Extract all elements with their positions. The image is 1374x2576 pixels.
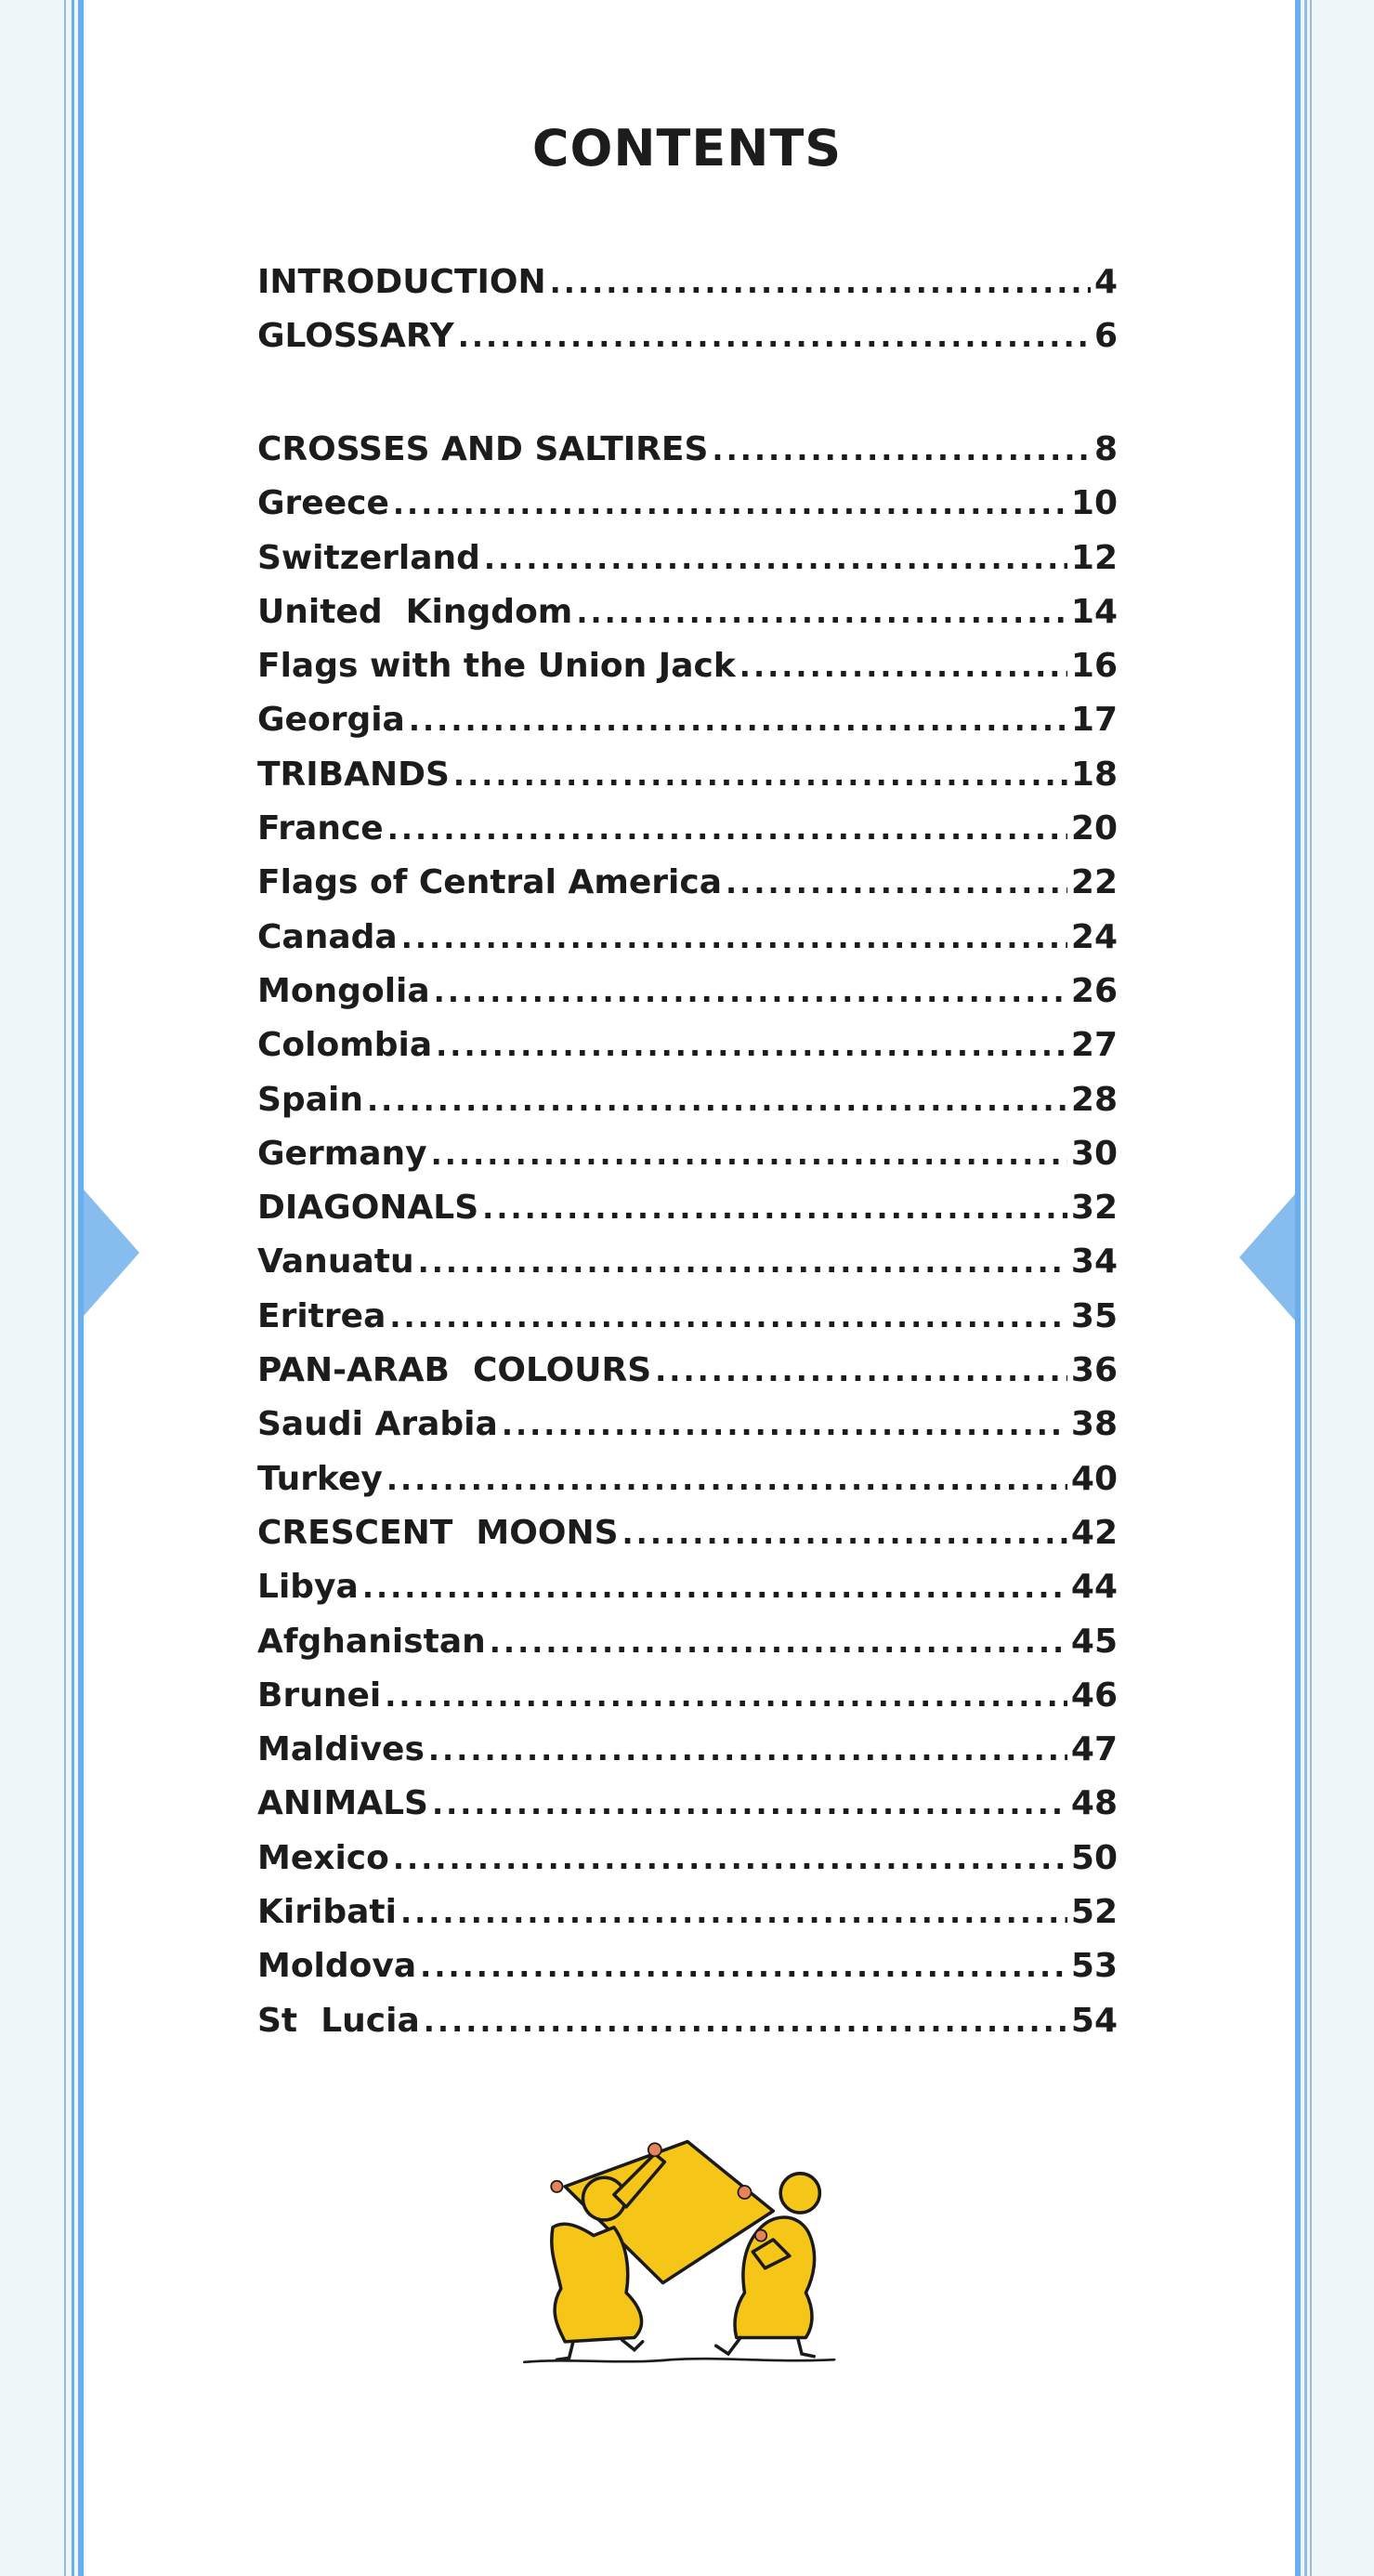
toc-entry[interactable] bbox=[257, 1947, 1118, 2001]
toc-entry-label: Switzerland bbox=[257, 538, 480, 577]
toc-entry-page: 48 bbox=[1070, 1784, 1118, 1823]
toc-entry-label: Germany bbox=[257, 1134, 427, 1173]
toc-entry-page: 38 bbox=[1070, 1405, 1118, 1444]
dot-leader bbox=[418, 1244, 1067, 1280]
toc-entry[interactable] bbox=[257, 1460, 1118, 1514]
dot-leader bbox=[712, 432, 1091, 467]
toc-entry[interactable] bbox=[257, 1676, 1118, 1730]
toc-entry[interactable] bbox=[257, 1297, 1118, 1351]
toc-main-list bbox=[257, 430, 1118, 2056]
toc-entry-page: 50 bbox=[1070, 1838, 1118, 1877]
toc-entry-page: 40 bbox=[1070, 1459, 1118, 1498]
toc-entry-label: Turkey bbox=[257, 1459, 383, 1498]
toc-entry-label: Colombia bbox=[257, 1026, 433, 1065]
toc-entry[interactable] bbox=[257, 1893, 1118, 1947]
toc-entry-page: 14 bbox=[1070, 592, 1118, 631]
dot-leader bbox=[385, 1678, 1067, 1714]
toc-entry-label: INTRODUCTION bbox=[257, 263, 546, 301]
toc-entry-label: Brunei bbox=[257, 1676, 382, 1715]
dot-leader bbox=[362, 1570, 1067, 1605]
toc-entry-label: Moldova bbox=[257, 1947, 417, 1986]
dot-leader bbox=[482, 1190, 1067, 1226]
dot-leader bbox=[436, 1028, 1067, 1063]
toc-entry-page: 46 bbox=[1070, 1676, 1118, 1715]
toc-entry-page: 34 bbox=[1070, 1242, 1118, 1281]
toc-entry-page: 28 bbox=[1070, 1080, 1118, 1119]
toc-entry[interactable] bbox=[257, 1189, 1118, 1242]
toc-entry-page: 52 bbox=[1070, 1893, 1118, 1932]
dot-leader bbox=[367, 1083, 1067, 1118]
toc-entry-label: Afghanistan bbox=[257, 1622, 486, 1661]
dot-leader bbox=[432, 1786, 1067, 1821]
toc-entry[interactable] bbox=[257, 317, 1118, 371]
dot-leader bbox=[434, 974, 1067, 1009]
left-margin bbox=[0, 0, 59, 2576]
toc-entry-page: 10 bbox=[1070, 484, 1118, 523]
toc-entry[interactable] bbox=[257, 430, 1118, 484]
toc-entry-label: TRIBANDS bbox=[257, 755, 450, 794]
toc-entry-page: 17 bbox=[1070, 701, 1118, 740]
toc-entry-label: Mexico bbox=[257, 1838, 389, 1877]
toc-entry[interactable] bbox=[257, 484, 1118, 538]
toc-entry-label: CRESCENT MOONS bbox=[257, 1513, 619, 1552]
toc-entry-page: 54 bbox=[1070, 2001, 1118, 2040]
toc-front-matter bbox=[257, 263, 1118, 372]
left-border-rule bbox=[64, 0, 66, 2576]
toc-entry[interactable] bbox=[257, 1405, 1118, 1459]
right-border-rule bbox=[1304, 0, 1307, 2576]
toc-entry-label: United Kingdom bbox=[257, 592, 573, 631]
dot-leader bbox=[389, 1299, 1067, 1334]
right-border-rule bbox=[1310, 0, 1312, 2576]
toc-entry-page: 12 bbox=[1070, 538, 1118, 577]
toc-entry-page: 47 bbox=[1070, 1730, 1118, 1769]
left-tab-marker-icon bbox=[84, 1189, 139, 1316]
toc-entry-page: 53 bbox=[1070, 1947, 1118, 1986]
toc-entry-label: Spain bbox=[257, 1080, 363, 1119]
toc-entry-label: Eritrea bbox=[257, 1296, 386, 1335]
dot-leader bbox=[424, 2004, 1067, 2039]
toc-entry[interactable] bbox=[257, 593, 1118, 647]
dot-leader bbox=[409, 703, 1067, 738]
toc-entry[interactable] bbox=[257, 263, 1118, 317]
toc-entry[interactable] bbox=[257, 1135, 1118, 1189]
toc-entry-page: 6 bbox=[1093, 317, 1118, 356]
toc-entry-page: 24 bbox=[1070, 917, 1118, 956]
toc-entry-page: 20 bbox=[1070, 809, 1118, 848]
toc-entry-label: Maldives bbox=[257, 1730, 425, 1769]
toc-entry-label: Mongolia bbox=[257, 971, 430, 1010]
dot-leader bbox=[428, 1732, 1067, 1768]
dot-leader bbox=[502, 1407, 1067, 1442]
toc-entry-page: 42 bbox=[1070, 1513, 1118, 1552]
toc-entry[interactable] bbox=[257, 809, 1118, 863]
toc-entry[interactable] bbox=[257, 539, 1118, 593]
right-border-rule bbox=[1295, 0, 1301, 2576]
toc-entry-label: PAN-ARAB COLOURS bbox=[257, 1351, 652, 1390]
toc-entry-label: Saudi Arabia bbox=[257, 1405, 498, 1444]
dot-leader bbox=[484, 541, 1067, 576]
toc-entry-page: 16 bbox=[1070, 647, 1118, 686]
toc-entry[interactable] bbox=[257, 1730, 1118, 1784]
toc-entry-page: 4 bbox=[1093, 263, 1118, 301]
toc-entry[interactable] bbox=[257, 2002, 1118, 2056]
toc-entry-label: Kiribati bbox=[257, 1893, 397, 1932]
toc-entry-page: 44 bbox=[1070, 1568, 1118, 1607]
toc-entry-page: 32 bbox=[1070, 1189, 1118, 1228]
toc-entry[interactable] bbox=[257, 972, 1118, 1026]
toc-entry[interactable] bbox=[257, 1568, 1118, 1622]
toc-entry-page: 36 bbox=[1070, 1351, 1118, 1390]
toc-entry-label: Libya bbox=[257, 1568, 359, 1607]
dot-leader bbox=[622, 1516, 1067, 1551]
toc-entry[interactable] bbox=[257, 863, 1118, 917]
right-tab-marker-icon bbox=[1239, 1194, 1295, 1321]
toc-entry[interactable] bbox=[257, 1784, 1118, 1838]
dot-leader bbox=[739, 649, 1067, 684]
toc-entry-label: CROSSES AND SALTIRES bbox=[257, 430, 709, 468]
toc-entry-label: France bbox=[257, 809, 384, 848]
toc-entry[interactable] bbox=[257, 1081, 1118, 1135]
dot-leader bbox=[490, 1624, 1067, 1660]
dot-leader bbox=[420, 1949, 1067, 1984]
toc-entry[interactable] bbox=[257, 647, 1118, 701]
toc-entry[interactable] bbox=[257, 918, 1118, 972]
toc-entry[interactable] bbox=[257, 1351, 1118, 1405]
dot-leader bbox=[453, 757, 1067, 793]
toc-entry-page: 45 bbox=[1070, 1622, 1118, 1661]
dot-leader bbox=[401, 920, 1067, 955]
two-figures-carrying-flag-icon bbox=[488, 2105, 887, 2374]
toc-entry-page: 8 bbox=[1093, 430, 1118, 468]
toc-entry-label: Georgia bbox=[257, 701, 405, 740]
toc-entry-label: Flags of Central America bbox=[257, 863, 722, 902]
toc-entry-label: GLOSSARY bbox=[257, 317, 454, 356]
toc-entry-label: ANIMALS bbox=[257, 1784, 428, 1823]
toc-entry-label: St Lucia bbox=[257, 2001, 420, 2040]
dot-leader bbox=[387, 811, 1067, 847]
toc-entry[interactable] bbox=[257, 1623, 1118, 1676]
toc-entry[interactable] bbox=[257, 701, 1118, 755]
toc-entry-page: 26 bbox=[1070, 971, 1118, 1010]
toc-entry-label: Canada bbox=[257, 917, 398, 956]
toc-entry[interactable] bbox=[257, 756, 1118, 809]
toc-entry-label: Vanuatu bbox=[257, 1242, 414, 1281]
dot-leader bbox=[393, 486, 1067, 521]
dot-leader bbox=[458, 319, 1091, 354]
toc-entry-page: 35 bbox=[1070, 1296, 1118, 1335]
dot-leader bbox=[393, 1841, 1067, 1876]
toc-entry[interactable] bbox=[257, 1839, 1118, 1893]
page-title: CONTENTS bbox=[531, 119, 843, 177]
toc-entry-page: 18 bbox=[1070, 755, 1118, 794]
dot-leader bbox=[431, 1137, 1067, 1172]
toc-entry-label: Flags with the Union Jack bbox=[257, 647, 736, 686]
dot-leader bbox=[726, 865, 1067, 900]
toc-entry-label: Greece bbox=[257, 484, 389, 523]
dot-leader bbox=[655, 1353, 1067, 1388]
dot-leader bbox=[576, 595, 1067, 630]
dot-leader bbox=[400, 1895, 1067, 1930]
toc-entry[interactable] bbox=[257, 1242, 1118, 1296]
toc-entry[interactable] bbox=[257, 1514, 1118, 1568]
toc-entry-label: DIAGONALS bbox=[257, 1189, 479, 1228]
dot-leader bbox=[550, 265, 1091, 300]
dot-leader bbox=[386, 1462, 1067, 1497]
toc-entry[interactable] bbox=[257, 1026, 1118, 1080]
toc-entry-page: 30 bbox=[1070, 1134, 1118, 1173]
left-border-rule bbox=[72, 0, 74, 2576]
toc-entry-page: 22 bbox=[1070, 863, 1118, 902]
toc-entry-page: 27 bbox=[1070, 1026, 1118, 1065]
